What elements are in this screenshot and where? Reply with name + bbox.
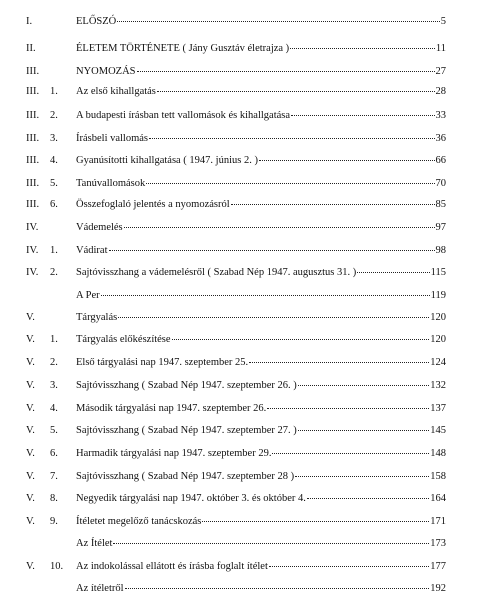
toc-entry-line xyxy=(76,287,446,305)
section-number: 2. xyxy=(50,267,58,278)
toc-entry-title: Vádirat xyxy=(76,245,108,256)
chapter-numeral: III. xyxy=(26,86,40,97)
chapter-numeral: II. xyxy=(26,43,36,54)
dot-leader xyxy=(101,285,430,296)
toc-entry xyxy=(0,468,478,486)
toc-entry-line xyxy=(76,130,446,148)
toc-entry-title: Tanúvallomások xyxy=(76,178,146,189)
toc-entry-line xyxy=(76,309,446,327)
toc-page-number: 124 xyxy=(430,357,446,368)
chapter-numeral: I. xyxy=(26,16,33,27)
toc-entry-title: Negyedik tárgyalási nap 1947. október 3. és október 4. xyxy=(76,493,306,504)
toc-entry-title: Ítéletet megelőző tanácskozás xyxy=(76,516,202,527)
toc-entry-line xyxy=(76,445,446,463)
toc-page-number: 98 xyxy=(435,245,446,256)
dot-leader xyxy=(267,398,429,409)
dot-leader xyxy=(172,329,430,340)
dot-leader xyxy=(259,150,435,161)
section-number: 9. xyxy=(50,516,58,527)
chapter-numeral: IV. xyxy=(26,222,39,233)
toc-entry-title: Tárgyalás előkészítése xyxy=(76,334,171,345)
chapter-numeral: V. xyxy=(26,312,35,323)
toc-page-number: 171 xyxy=(430,516,446,527)
toc-entry xyxy=(0,354,478,372)
toc-entry xyxy=(0,264,478,282)
toc-page-number: 28 xyxy=(435,86,446,97)
toc-entry-line xyxy=(76,175,446,193)
section-number: 5. xyxy=(50,178,58,189)
section-number: 10. xyxy=(50,561,64,572)
toc-entry xyxy=(0,377,478,395)
toc-entry-line xyxy=(76,196,446,214)
toc-entry xyxy=(0,309,478,327)
dot-leader xyxy=(118,307,429,318)
toc-entry-line xyxy=(76,535,446,553)
toc-page-number: 85 xyxy=(435,199,446,210)
chapter-numeral: V. xyxy=(26,425,35,436)
toc-entry xyxy=(0,13,478,31)
section-number: 8. xyxy=(50,493,58,504)
toc-entry-line xyxy=(76,400,446,418)
toc-page-number: 148 xyxy=(430,448,446,459)
toc-entry-line xyxy=(76,152,446,170)
toc-entry xyxy=(0,63,478,81)
section-number: 4. xyxy=(50,155,58,166)
dot-leader xyxy=(290,38,435,49)
toc-entry xyxy=(0,107,478,125)
chapter-numeral: V. xyxy=(26,516,35,527)
toc-entry-line xyxy=(76,468,446,486)
chapter-numeral: III. xyxy=(26,66,40,77)
section-number: 3. xyxy=(50,133,58,144)
chapter-numeral: IV. xyxy=(26,245,39,256)
toc-entry-title: Vádemelés xyxy=(76,222,123,233)
chapter-numeral: III. xyxy=(26,178,40,189)
dot-leader xyxy=(146,173,434,184)
section-number: 2. xyxy=(50,357,58,368)
toc-entry-line xyxy=(76,490,446,508)
toc-entry-title: Harmadik tárgyalási nap 1947. szeptember 29. xyxy=(76,448,272,459)
dot-leader xyxy=(269,556,429,567)
toc-entry xyxy=(0,83,478,101)
toc-page-number: 120 xyxy=(430,312,446,323)
toc-page-number: 137 xyxy=(430,403,446,414)
dot-leader xyxy=(157,81,435,92)
dot-leader xyxy=(124,217,435,228)
toc-entry-line xyxy=(76,219,446,237)
toc-entry-title: Gyanúsítotti kihallgatása ( 1947. június 2. ) xyxy=(76,155,258,166)
toc-entry-title: Sajtóvisszhang ( Szabad Nép 1947. szeptember 27. ) xyxy=(76,425,297,436)
toc-entry xyxy=(0,513,478,531)
toc-entry-title: Második tárgyalási nap 1947. szeptember 26. xyxy=(76,403,267,414)
dot-leader xyxy=(295,466,429,477)
dot-leader xyxy=(249,352,429,363)
toc-page-number: 66 xyxy=(435,155,446,166)
toc-entry-title: Az első kihallgatás xyxy=(76,86,156,97)
toc-entry-title: Sajtóvisszhang ( Szabad Nép 1947. szeptember 26. ) xyxy=(76,380,297,391)
toc-page-number: 70 xyxy=(435,178,446,189)
dot-leader xyxy=(307,488,429,499)
section-number: 1. xyxy=(50,334,58,345)
dot-leader xyxy=(298,375,430,386)
toc-page-number: 36 xyxy=(435,133,446,144)
toc-entry xyxy=(0,422,478,440)
toc-entry-title: Az ítéletről xyxy=(76,583,124,594)
dot-leader xyxy=(149,128,434,139)
chapter-numeral: V. xyxy=(26,403,35,414)
toc-page-number: 173 xyxy=(430,538,446,549)
toc-entry-title: Sajtóvisszhang a vádemelésről ( Szabad Nép 1947. augusztus 31. ) xyxy=(76,267,357,278)
toc-entry-title: Összefoglaló jelentés a nyomozásról xyxy=(76,199,230,210)
dot-leader xyxy=(231,194,435,205)
chapter-numeral: V. xyxy=(26,380,35,391)
toc-page-number: 192 xyxy=(430,583,446,594)
dot-leader xyxy=(357,262,429,273)
chapter-numeral: III. xyxy=(26,199,40,210)
toc-entry xyxy=(0,152,478,170)
section-number: 3. xyxy=(50,380,58,391)
toc-page-number: 119 xyxy=(430,290,446,301)
toc-entry-title: Első tárgyalási nap 1947. szeptember 25. xyxy=(76,357,249,368)
toc-page-number: 115 xyxy=(430,267,446,278)
toc-page-number: 177 xyxy=(430,561,446,572)
toc-page-number: 33 xyxy=(435,110,446,121)
toc-entry xyxy=(0,130,478,148)
toc-entry-line xyxy=(76,422,446,440)
toc-entry-line xyxy=(76,377,446,395)
toc-entry-title: ELŐSZÓ xyxy=(76,16,117,27)
toc-entry xyxy=(0,331,478,349)
toc-page-number: 11 xyxy=(435,43,446,54)
dot-leader xyxy=(137,61,435,72)
toc-entry-line xyxy=(76,558,446,576)
toc-entry-title: Sajtóvisszhang ( Szabad Nép 1947. szeptember 28 ) xyxy=(76,471,295,482)
toc-entry xyxy=(0,400,478,418)
chapter-numeral: V. xyxy=(26,493,35,504)
toc-entry-title: ÉLETEM TÖRTÉNETE ( Jány Gusztáv életrajza ) xyxy=(76,43,290,54)
toc-entry-title: Tárgyalás xyxy=(76,312,118,323)
section-number: 4. xyxy=(50,403,58,414)
toc-entry-line xyxy=(76,331,446,349)
toc-entry xyxy=(0,535,478,553)
chapter-numeral: V. xyxy=(26,471,35,482)
chapter-numeral: V. xyxy=(26,448,35,459)
dot-leader xyxy=(298,420,430,431)
toc-entry-title: A budapesti írásban tett vallomások és kihallgatása xyxy=(76,110,291,121)
toc-entry xyxy=(0,196,478,214)
toc-entry xyxy=(0,445,478,463)
section-number: 6. xyxy=(50,448,58,459)
dot-leader xyxy=(202,511,429,522)
chapter-numeral: V. xyxy=(26,357,35,368)
toc-page-number: 97 xyxy=(435,222,446,233)
toc-entry-line xyxy=(76,513,446,531)
toc-entry-line xyxy=(76,63,446,81)
toc-entry xyxy=(0,40,478,58)
toc-entry xyxy=(0,242,478,260)
dot-leader xyxy=(291,105,434,116)
toc-entry-title: NYOMOZÁS xyxy=(76,66,136,77)
dot-leader xyxy=(109,240,435,251)
toc-entry-line xyxy=(76,40,446,58)
toc-entry-title: Az Ítélet xyxy=(76,538,113,549)
chapter-numeral: III. xyxy=(26,133,40,144)
toc-entry-line xyxy=(76,107,446,125)
toc-entry xyxy=(0,287,478,305)
toc-entry-title: Az indokolással ellátott és írásba foglalt ítélet xyxy=(76,561,268,572)
toc-page-number: 5 xyxy=(440,16,446,27)
chapter-numeral: III. xyxy=(26,155,40,166)
section-number: 7. xyxy=(50,471,58,482)
section-number: 1. xyxy=(50,86,58,97)
toc-entry xyxy=(0,219,478,237)
toc-page-number: 120 xyxy=(430,334,446,345)
toc-entry xyxy=(0,580,478,598)
section-number: 5. xyxy=(50,425,58,436)
toc-page-number: 145 xyxy=(430,425,446,436)
toc-entry-title: A Per xyxy=(76,290,100,301)
toc-entry xyxy=(0,175,478,193)
toc-entry-title: Írásbeli vallomás xyxy=(76,133,149,144)
toc-page-number: 164 xyxy=(430,493,446,504)
section-number: 1. xyxy=(50,245,58,256)
toc-entry-line xyxy=(76,264,446,282)
section-number: 2. xyxy=(50,110,58,121)
toc-entry xyxy=(0,490,478,508)
toc-entry-line xyxy=(76,83,446,101)
toc-entry-line xyxy=(76,13,446,31)
chapter-numeral: V. xyxy=(26,334,35,345)
toc-entry xyxy=(0,558,478,576)
section-number: 6. xyxy=(50,199,58,210)
toc-entry-line xyxy=(76,580,446,598)
toc-page-number: 158 xyxy=(430,471,446,482)
chapter-numeral: V. xyxy=(26,561,35,572)
dot-leader xyxy=(117,11,440,22)
toc-entry-line xyxy=(76,242,446,260)
chapter-numeral: IV. xyxy=(26,267,39,278)
chapter-numeral: III. xyxy=(26,110,40,121)
dot-leader xyxy=(113,533,429,544)
dot-leader xyxy=(125,578,430,589)
dot-leader xyxy=(272,443,429,454)
toc-page-number: 27 xyxy=(435,66,446,77)
toc-page-number: 132 xyxy=(430,380,446,391)
toc-entry-line xyxy=(76,354,446,372)
